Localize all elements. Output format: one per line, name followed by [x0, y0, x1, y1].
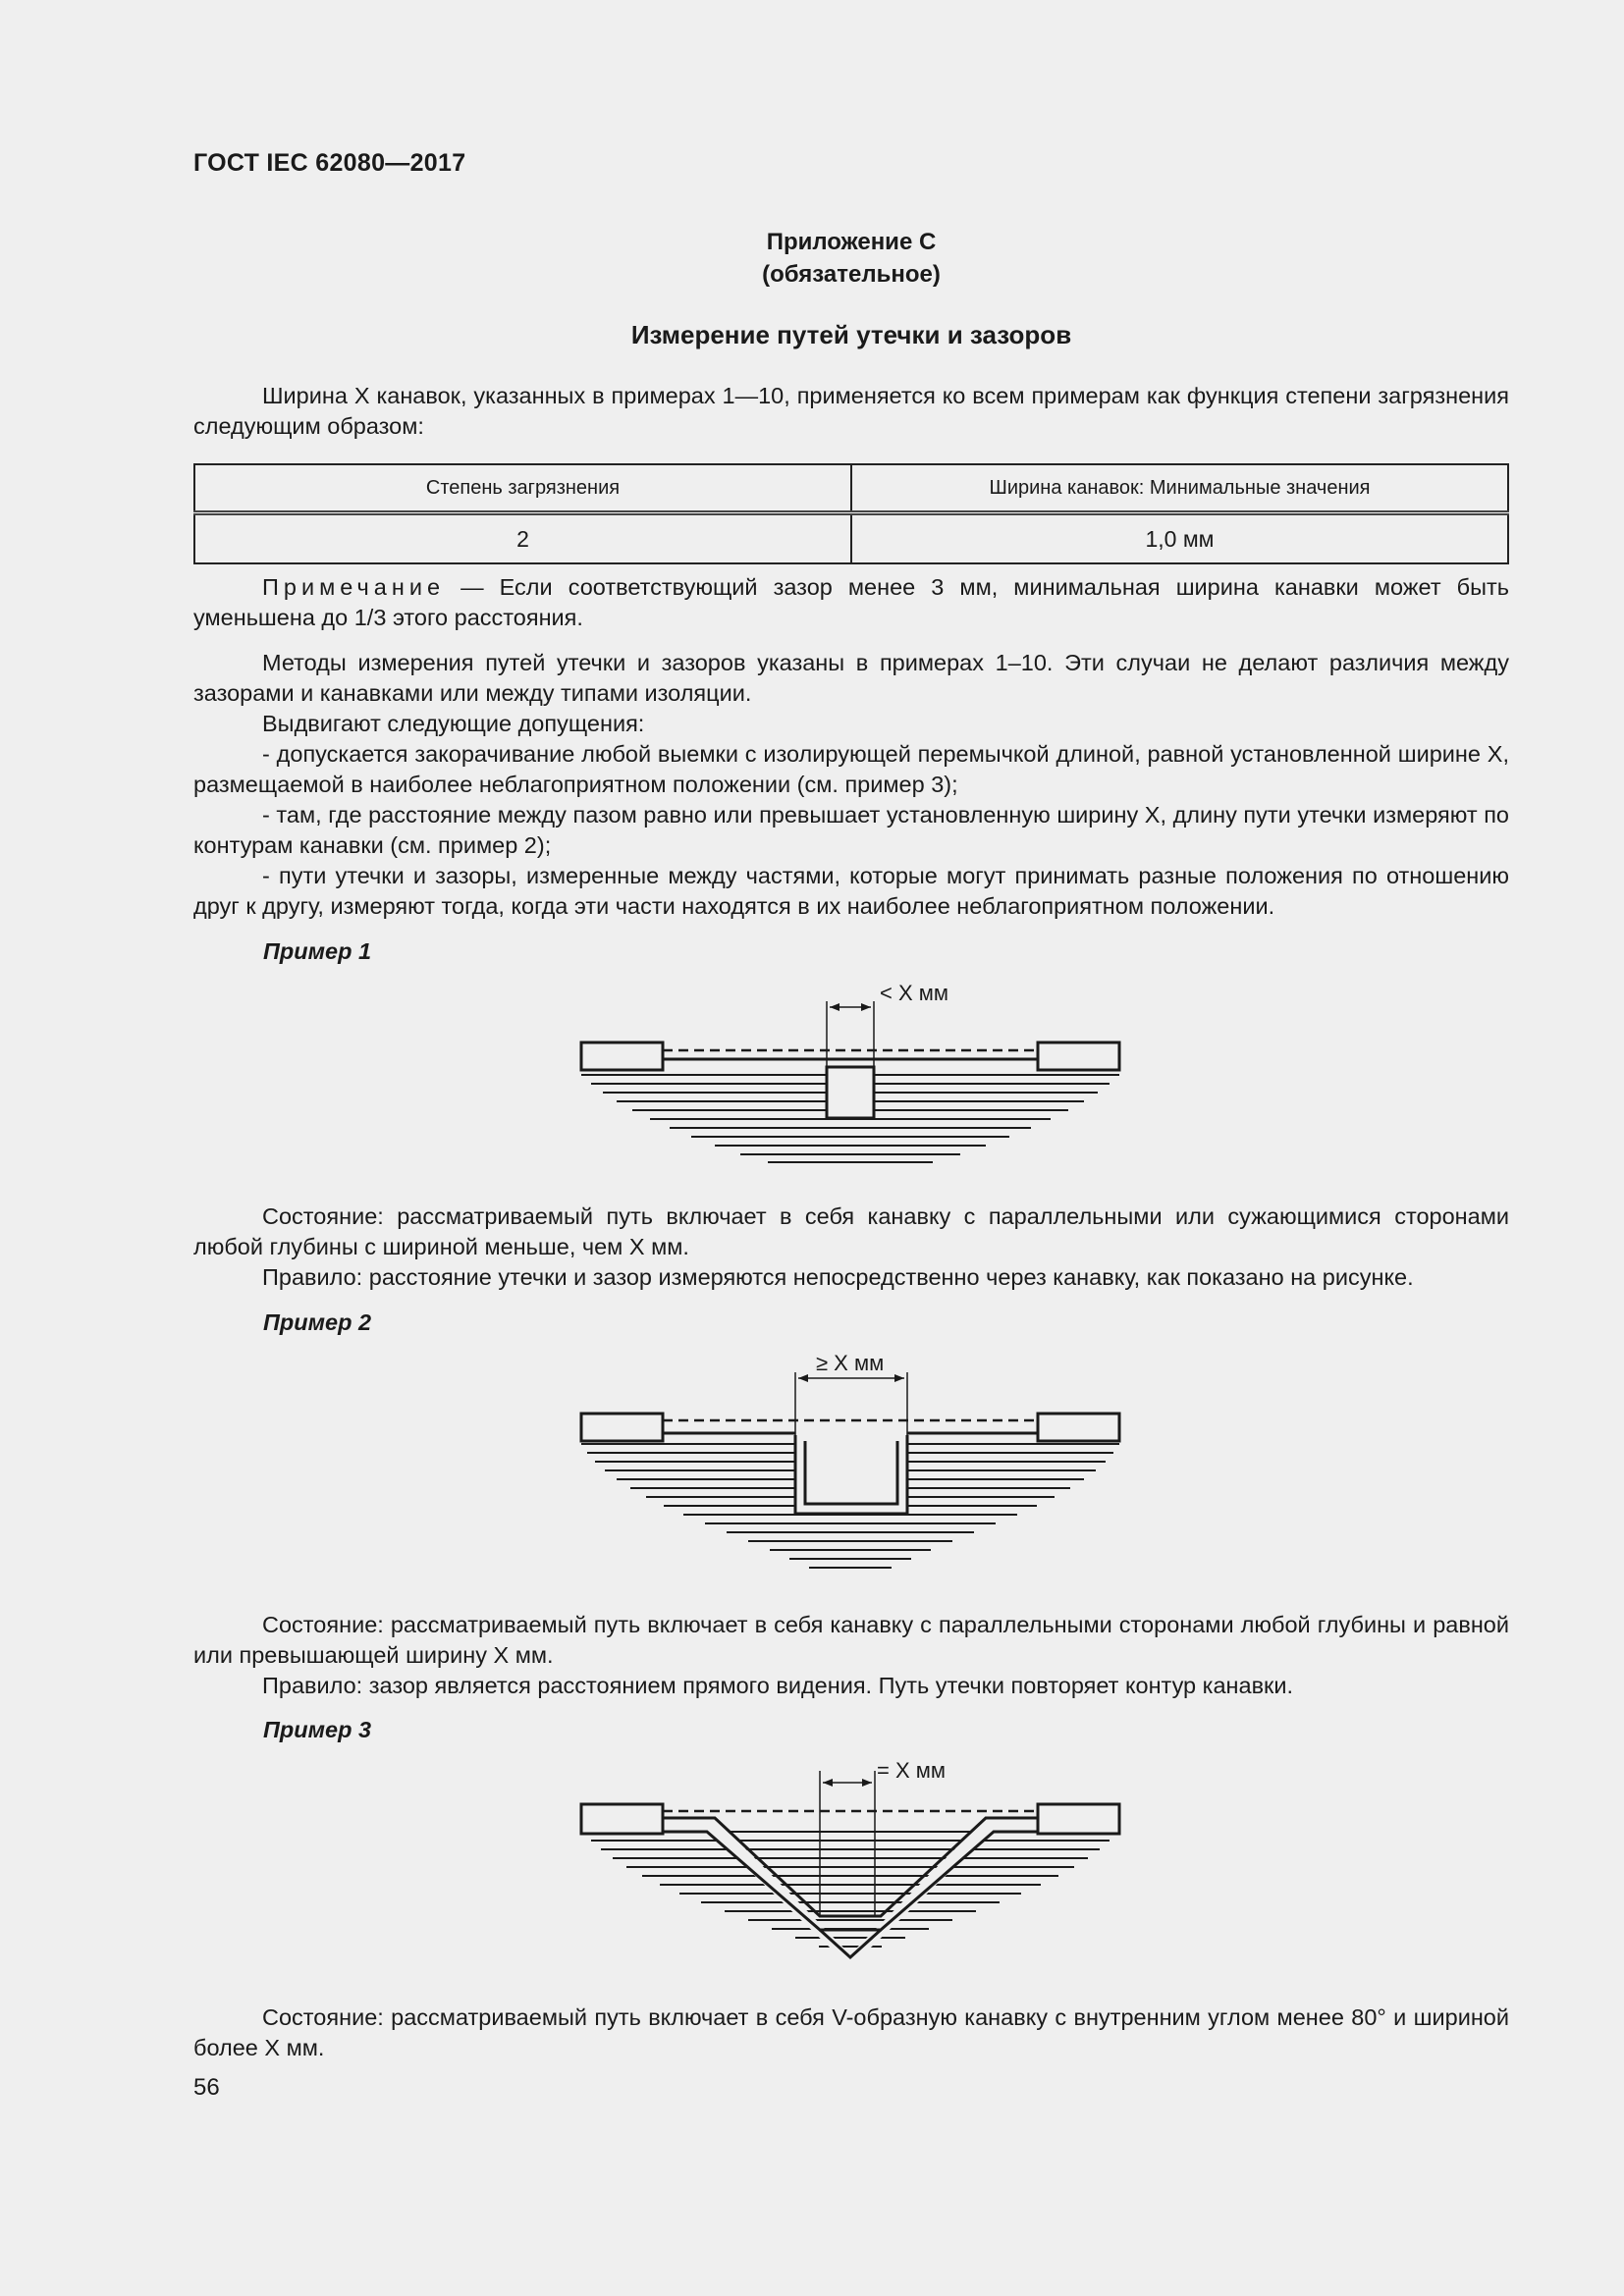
annex-title: Приложение С — [766, 229, 937, 255]
page-number: 56 — [193, 2074, 220, 2101]
example-1-diagram — [569, 972, 1139, 1168]
table-cell: 2 — [516, 525, 529, 552]
intro-paragraph: Ширина X канавок, указанных в примерах 1—10, применяется ко всем примерам как функция степени загрязнения следующим образом: — [193, 383, 1509, 439]
example-rule: Правило: расстояние утечки и зазор измеряются непосредственно через канавку, как показано на рисунке. — [262, 1264, 1414, 1290]
assumption-item: - там, где расстояние между пазом равно или превышает установленную ширину X, длину пути утечки измеряют по контурам канавки (см. пример 2); — [193, 802, 1509, 858]
table-cell: 1,0 мм — [851, 513, 1508, 564]
annex-status: (обязательное) — [762, 261, 941, 288]
pollution-table — [193, 463, 1509, 564]
section-title: Измерение путей утечки и зазоров — [630, 320, 1072, 349]
example-title: Пример 2 — [263, 1309, 372, 1335]
example-title: Пример 3 — [263, 1717, 372, 1742]
conductor-left — [581, 1042, 663, 1070]
example-title: Пример 1 — [263, 938, 372, 964]
example-rule: Правило: зазор является расстоянием прямого видения. Путь утечки повторяет контур канавки. — [262, 1673, 1293, 1698]
note-label: Примечание — [262, 574, 446, 600]
table-header-cell: Степень загрязнения — [194, 464, 851, 513]
table-row — [194, 513, 1508, 564]
table-header-cell: Ширина канавок: Минимальные значения — [851, 464, 1508, 513]
groove — [827, 1067, 874, 1118]
example-condition: Состояние: рассматриваемый путь включает в себя канавку с параллельными сторонами любой глубины и равной или превышающей ширину X мм. — [193, 1612, 1509, 1668]
example-2-diagram — [569, 1345, 1139, 1580]
note-text: — Если соответствующий зазор менее 3 мм, минимальная ширина канавки может быть уменьшена до 1/3 этого расстояния. — [193, 574, 1509, 630]
table-header-row — [194, 464, 1508, 513]
assumptions-intro: Выдвигают следующие допущения: — [262, 711, 645, 736]
annex-heading — [193, 226, 1509, 291]
conductor-right — [1038, 1042, 1119, 1070]
assumption-item: - допускается закорачивание любой выемки с изолирующей перемычкой длиной, равной установленной ширине X, размещаемой в наиболее неблагоприятном положении (см. пример 3); — [193, 741, 1509, 797]
groove — [795, 1435, 907, 1514]
dimension-label: = X мм — [877, 1758, 946, 1783]
assumption-item: - пути утечки и зазоры, измеренные между частями, которые могут принимать разные положения по отношению друг к другу, измеряют тогда, когда эти части находятся в их наиболее неблагоприятном положении. — [193, 863, 1509, 919]
example-condition: Состояние: рассматриваемый путь включает в себя V-образную канавку с внутренним углом менее 80° и шириной более X мм. — [193, 2004, 1509, 2060]
example-condition: Состояние: рассматриваемый путь включает в себя канавку с параллельными или сужающимися сторонами любой глубины с шириной меньше, чем X мм. — [193, 1203, 1509, 1259]
note-paragraph — [193, 572, 1509, 633]
conductor-left — [581, 1414, 663, 1441]
dimension-label: < X мм — [880, 981, 948, 1005]
conductor-right — [1038, 1414, 1119, 1441]
conductor-right — [1038, 1804, 1119, 1834]
dimension-label: ≥ X мм — [816, 1351, 885, 1375]
conductor-left — [581, 1804, 663, 1834]
example-3-diagram — [569, 1753, 1139, 1969]
methods-paragraph: Методы измерения путей утечки и зазоров указаны в примерах 1–10. Эти случаи не делают различия между зазорами и канавками или между типами изоляции. — [193, 650, 1509, 706]
document-header: ГОСТ IEC 62080—2017 — [193, 149, 466, 177]
